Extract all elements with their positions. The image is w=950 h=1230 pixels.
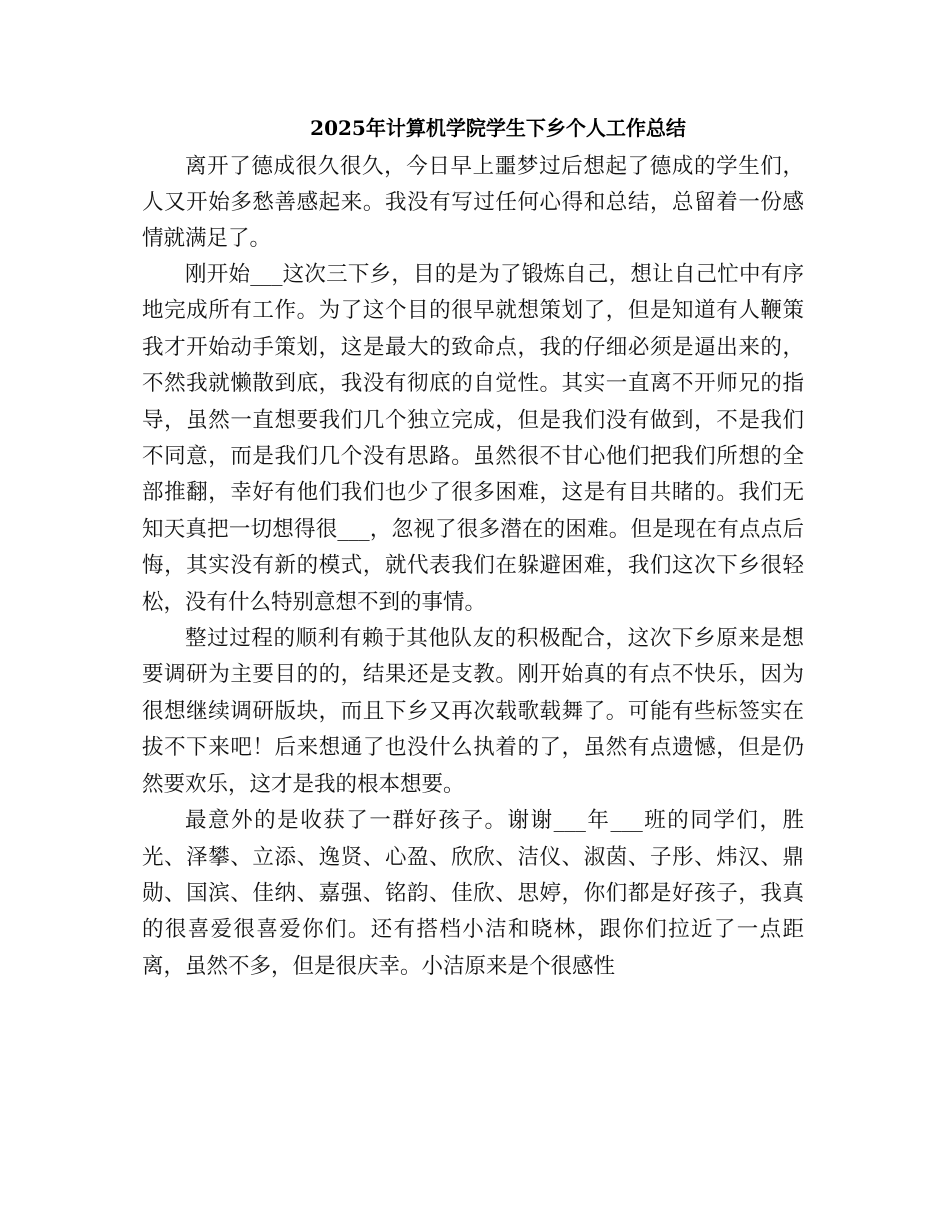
paragraph-3: 整过过程的顺利有赖于其他队友的积极配合，这次下乡原来是想要调研为主要目的的，结果还是支教。刚开始真的有点不快乐，因为很想继续调研版块，而且下乡又再次载歌载舞了。可能有些标签实在拔不下来吧！后来想通了也没什么执着的了，虽然有点遗憾，但是仍然要欢乐，这才是我的根本想要。 [142, 626, 804, 797]
paragraph-1: 离开了德成很久很久，今日早上噩梦过后想起了德成的学生们，人又开始多愁善感起来。我没有写过任何心得和总结，总留着一份感情就满足了。 [142, 154, 804, 251]
document-body [142, 149, 804, 985]
document-title: 2025年计算机学院学生下乡个人工作总结 [310, 116, 686, 140]
paragraph-4: 最意外的是收获了一群好孩子。谢谢___年___班的同学们，胜光、泽攀、立添、逸贤、心盈、欣欣、洁仪、淑茵、子彤、炜汉、鼎勋、国滨、佳纳、嘉强、铭韵、佳欣、思婷，你们都是好孩子，我真的很喜爱很喜爱你们。还有搭档小洁和晓林，跟你们拉近了一点距离，虽然不多，但是很庆幸。小洁原来是个很感性 [142, 808, 804, 979]
paragraph-2: 刚开始___这次三下乡，目的是为了锻炼自己，想让自己忙中有序地完成所有工作。为了这个目的很早就想策划了，但是知道有人鞭策我才开始动手策划，这是最大的致命点，我的仔细必须是逼出来的，不然我就懒散到底，我没有彻底的自觉性。其实一直离不开师兄的指导，虽然一直想要我们几个独立完成，但是我们没有做到，不是我们不同意，而是我们几个没有思路。虽然很不甘心他们把我们所想的全部推翻，幸好有他们我们也少了很多困难，这是有目共睹的。我们无知天真把一切想得很___，忽视了很多潜在的困难。但是现在有点点后悔，其实没有新的模式，就代表我们在躲避困难，我们这次下乡很轻松，没有什么特别意想不到的事情。 [142, 262, 804, 615]
